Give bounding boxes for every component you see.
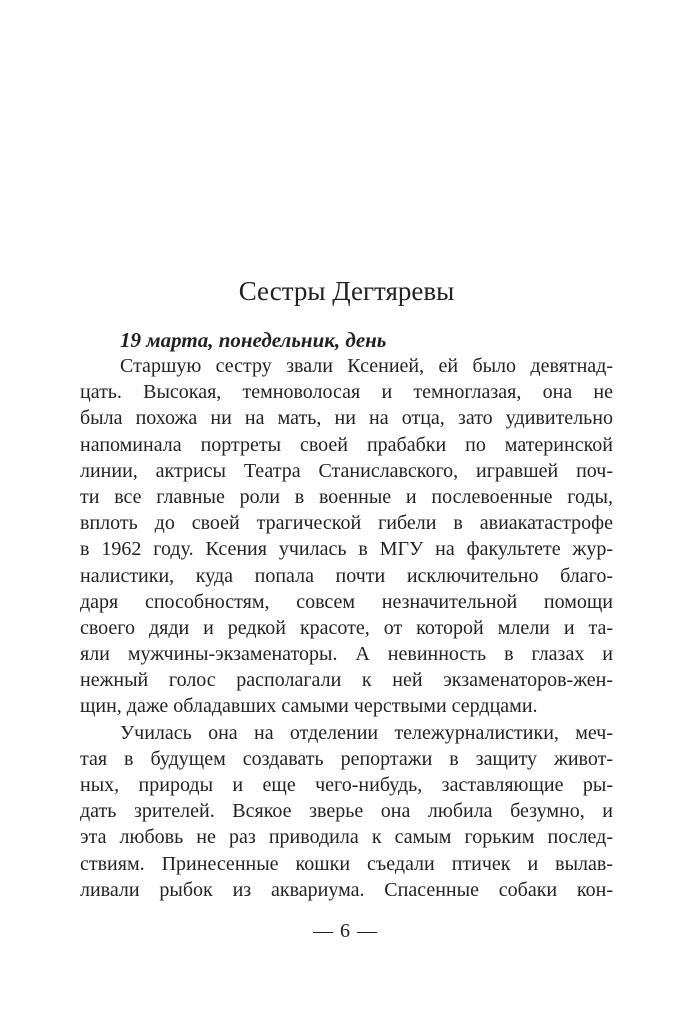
body-line: Училась она на отделении тележурналистики, меч- [120,721,613,744]
body-line: ливали рыбок из аквариума. Спасенные собаки кон- [80,878,613,901]
chapter-title: Сестры Дегтяревы [238,276,455,306]
body-line: ных, природы и еще чего-нибудь, заставляющие ры- [80,774,613,796]
body-line: тая в будущем создавать репортажи в защиту живот- [80,747,613,770]
body-line: ти все главные роли в военные и послевоенные годы, [80,485,613,508]
body-line: яли мужчины-экзаменаторы. А невинность в глазах и [80,643,613,666]
body-text [80,353,613,903]
body-line: была похожа ни на мать, ни на отца, зато удивительно [80,407,613,430]
body-line: цать. Высокая, темноволосая и темноглазая, она не [80,381,613,404]
dateline: 19 марта, понедельник, день [120,328,387,352]
body-line: линии, актрисы Театра Станиславского, игравшей поч- [80,459,613,482]
body-line: ствиям. Принесенные кошки съедали птичек и вылав- [80,852,613,875]
body-line: в 1962 году. Ксения училась в МГУ на факультете жур- [80,538,613,561]
body-line: эта любовь не раз приводила к самым горьким послед- [80,826,613,849]
body-line: своего дяди и редкой красоте, от которой млели и та- [80,616,613,639]
body-line: нежный голос располагали к ней экзаменаторов-жен- [80,669,613,692]
body-line: напоминала портреты своей прабабки по материнской [80,433,613,456]
body-line: даря способностям, совсем незначительной помощи [80,590,613,613]
body-line: дать зрителей. Всякое зверье она любила безумно, и [80,800,613,823]
body-line: Старшую сестру звали Ксенией, ей было девятнад- [120,355,613,377]
body-line: щин, даже обладавших самыми черствыми сердцами. [80,695,538,718]
body-line: налистики, куда попала почти исключительно благо- [80,564,613,587]
page-number: — 6 — [313,920,378,942]
body-line: вплоть до своей трагической гибели в авиакатастрофе [80,512,613,535]
